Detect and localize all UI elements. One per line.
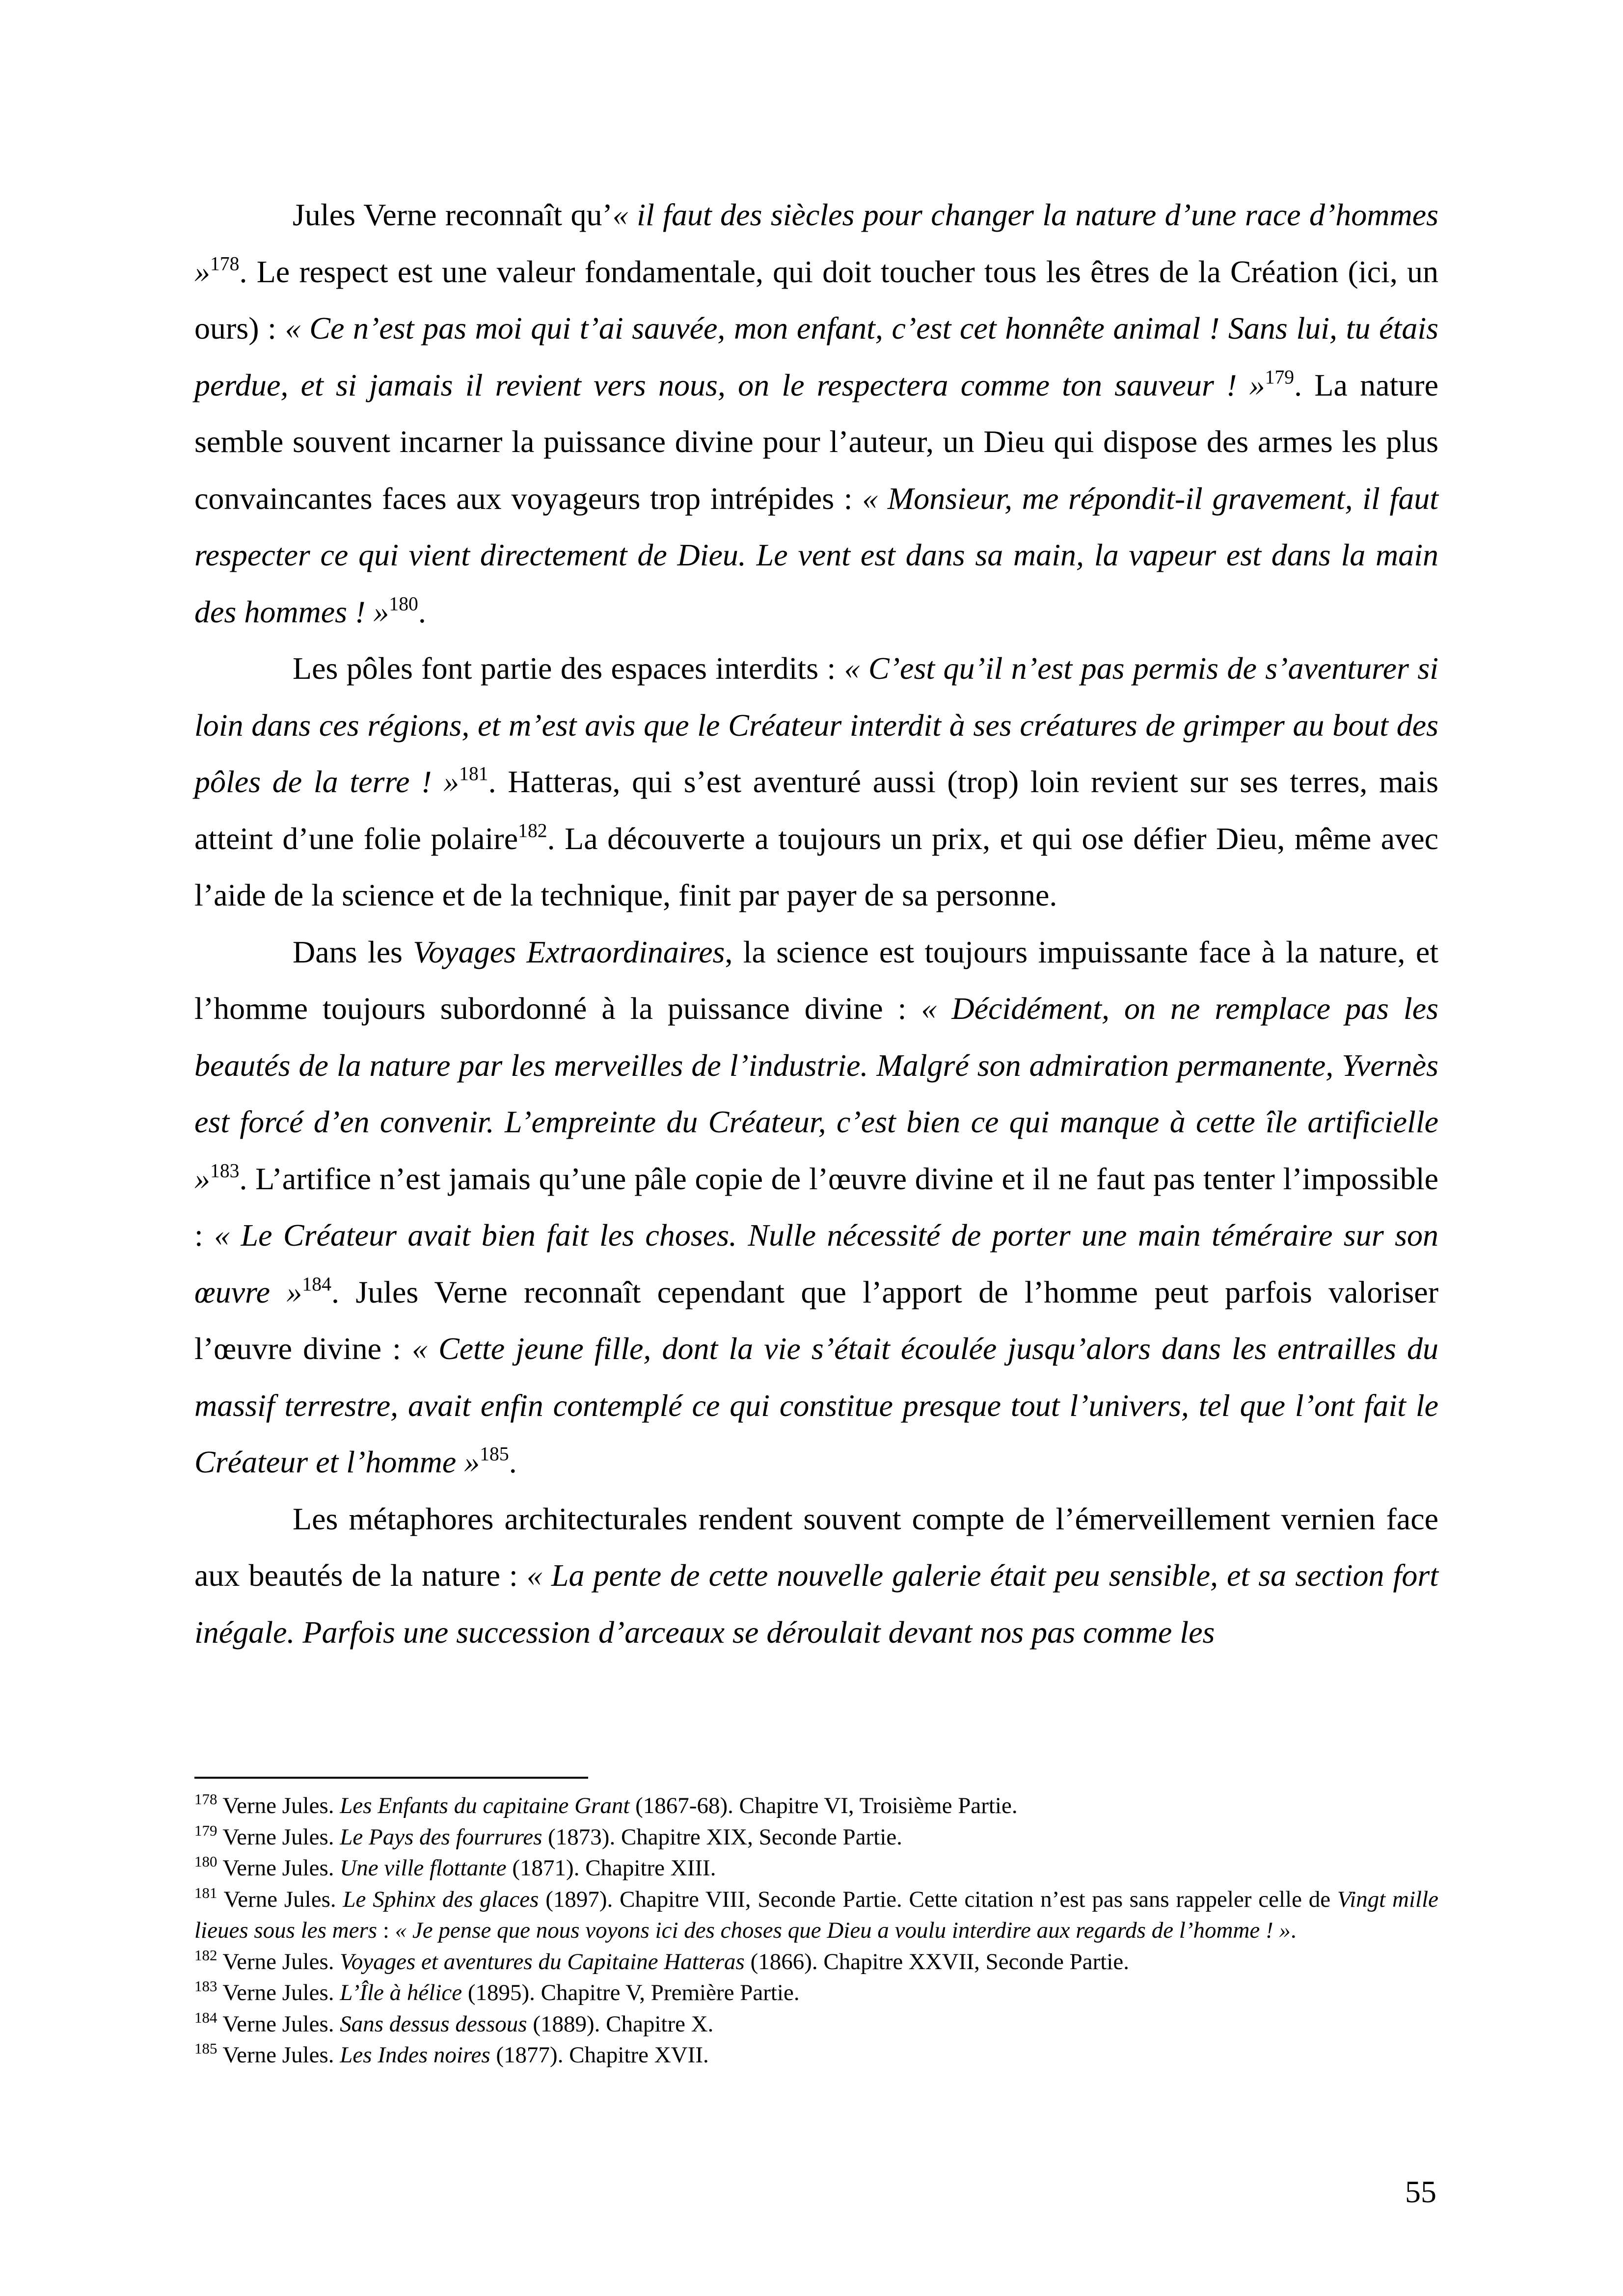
italic-text: Vingt mille lieues sous les mers	[194, 1886, 1438, 1943]
footnote-ref: 182	[518, 819, 547, 841]
text-run: (1895). Chapitre V, Première Partie.	[462, 1980, 800, 2005]
paragraph	[194, 1491, 1438, 1661]
text-run: (1889). Chapitre X.	[527, 2011, 714, 2037]
text-run: .	[418, 594, 426, 629]
italic-text: « Ce n’est pas moi qui t’ai sauvée, mon enfant, c’est cet honnête animal ! Sans lui, tu étais perdue, et si jamais il revient vers nous, on le respectera comme ton sauveur ! »	[194, 311, 1439, 402]
footnote-ref: 184	[302, 1273, 331, 1295]
footnote	[194, 1822, 1438, 1853]
text-run: Verne Jules.	[217, 1980, 340, 2005]
text-run: , la science est toujours impuissante face à la nature, et l’homme toujours subordonné à la puissance divine :	[194, 934, 1439, 1026]
footnotes	[194, 1790, 1438, 2071]
text-run: Verne Jules.	[217, 1793, 340, 1818]
text-run: Dans les	[293, 934, 413, 969]
text-run: (1873). Chapitre XIX, Seconde Partie.	[542, 1824, 902, 1850]
paragraph	[194, 187, 1438, 640]
footnote-ref: 183	[210, 1159, 240, 1181]
footnote-ref: 180	[389, 592, 418, 614]
italic-text: Voyages Extraordinaires	[413, 934, 725, 969]
text-run: (1866). Chapitre XXVII, Seconde Partie.	[744, 1949, 1129, 1975]
footnote-ref: 178	[194, 1790, 217, 1808]
text-run: . Le respect est une valeur fondamentale, qui doit toucher tous les êtres de la Création (ici, un ours) :	[194, 254, 1438, 346]
italic-text: Sans dessus dessous	[340, 2011, 527, 2037]
italic-text: Le Sphinx des glaces	[343, 1886, 539, 1912]
footnote-separator	[194, 1777, 588, 1779]
text-run: Verne Jules.	[217, 1886, 343, 1912]
footnote-ref: 179	[1265, 366, 1295, 388]
text-run: (1877). Chapitre XVII.	[490, 2042, 709, 2068]
footnote-ref: 182	[194, 1946, 217, 1964]
page-number: 55	[1405, 2174, 1436, 2209]
italic-text: Les Enfants du capitaine Grant	[340, 1793, 630, 1818]
italic-text: « Je pense que nous voyons ici des choses que Dieu a voulu interdire aux regards de l’homme ! »	[395, 1918, 1291, 1943]
footnote-ref: 183	[194, 1977, 217, 1995]
italic-text: « Le Créateur avait bien fait les choses. Nulle nécessité de porter une main téméraire sur son œuvre »	[194, 1218, 1439, 1309]
footnote	[194, 1790, 1438, 1822]
footnote-ref: 185	[194, 2040, 217, 2057]
paragraph	[194, 924, 1438, 1491]
italic-text: « Monsieur, me répondit-il gravement, il faut respecter ce qui vient directement de Dieu. Le vent est dans sa main, la vapeur est dans la main des hommes ! »	[194, 481, 1438, 629]
text-run: :	[377, 1918, 395, 1943]
body-text	[194, 187, 1438, 1660]
text-run: .	[1290, 1918, 1297, 1943]
text-run: . La découverte a toujours un prix, et qui ose défier Dieu, même avec l’aide de la science et de la technique, finit par payer de sa personne.	[194, 821, 1439, 912]
text-run: . L’artifice n’est jamais qu’une pâle copie de l’œuvre divine et il ne faut pas tenter l’impossible :	[194, 1161, 1438, 1253]
text-run: Les métaphores architecturales rendent souvent compte de l’émerveillement vernien face aux beautés de la nature :	[194, 1501, 1438, 1593]
footnote-ref: 185	[480, 1443, 509, 1465]
footnote	[194, 2009, 1438, 2040]
paragraph	[194, 640, 1438, 924]
text-run: Verne Jules.	[217, 2011, 340, 2037]
text-run: (1867-68). Chapitre VI, Troisième Partie.	[629, 1793, 1018, 1818]
text-run: . Hatteras, qui s’est aventuré aussi (trop) loin revient sur ses terres, mais atteint d’une folie polaire	[194, 764, 1439, 856]
footnote-ref: 184	[194, 2008, 217, 2026]
footnote	[194, 1853, 1438, 1884]
footnote-ref: 181	[194, 1884, 217, 1901]
text-run: Les pôles font partie des espaces interdits :	[293, 651, 844, 686]
text-run: . Jules Verne reconnaît cependant que l’apport de l’homme peut parfois valoriser l’œuvre divine :	[194, 1274, 1439, 1366]
footnote-ref: 179	[194, 1821, 217, 1839]
italic-text: Une ville flottante	[340, 1855, 507, 1881]
footnote-ref: 181	[459, 763, 488, 785]
italic-text: « La pente de cette nouvelle galerie était peu sensible, et sa section fort inégale. Parfois une succession d’arceaux se déroulait devant nos pas comme les	[194, 1558, 1439, 1650]
italic-text: « il faut des siècles pour changer la nature d’une race d’hommes »	[194, 197, 1439, 289]
footnote	[194, 1947, 1438, 1978]
text-run: . La nature semble souvent incarner la puissance divine pour l’auteur, un Dieu qui dispose des armes les plus convaincantes faces aux voyageurs trop intrépides :	[194, 367, 1439, 516]
italic-text: L’Île à hélice	[340, 1980, 462, 2005]
italic-text: « Cette jeune fille, dont la vie s’était écoulée jusqu’alors dans les entrailles du massif terrestre, avait enfin contemplé ce qui constitue presque tout l’univers, tel que l’ont fait le Créateur et l’homme »	[194, 1331, 1439, 1479]
text-run: Verne Jules.	[217, 2042, 340, 2068]
italic-text: Voyages et aventures du Capitaine Hatteras	[340, 1949, 745, 1975]
text-run: Jules Verne reconnaît qu’	[293, 197, 613, 232]
footnote	[194, 1884, 1438, 1947]
italic-text: « Décidément, on ne remplace pas les beautés de la nature par les merveilles de l’industrie. Malgré son admiration permanente, Yvernès est forcé d’en convenir. L’empreinte du Créateur, c’est bien ce qui manque à cette île artificielle »	[194, 991, 1439, 1196]
text-run: Verne Jules.	[217, 1824, 340, 1850]
footnote	[194, 1977, 1438, 2009]
text-run: Verne Jules.	[217, 1855, 340, 1881]
footnote-ref: 180	[194, 1853, 217, 1870]
text-run: .	[509, 1444, 517, 1479]
text-run: (1871). Chapitre XIII.	[506, 1855, 716, 1881]
italic-text: « C’est qu’il n’est pas permis de s’aventurer si loin dans ces régions, et m’est avis que le Créateur interdit à ses créatures de grimper au bout des pôles de la terre ! »	[194, 651, 1438, 799]
italic-text: Les Indes noires	[340, 2042, 490, 2068]
text-run: Verne Jules.	[217, 1949, 340, 1975]
footnote-ref: 178	[210, 252, 240, 274]
italic-text: Le Pays des fourrures	[340, 1824, 542, 1850]
text-run: (1897). Chapitre VIII, Seconde Partie. Cette citation n’est pas sans rappeler celle de	[539, 1886, 1337, 1912]
footnote	[194, 2040, 1438, 2071]
